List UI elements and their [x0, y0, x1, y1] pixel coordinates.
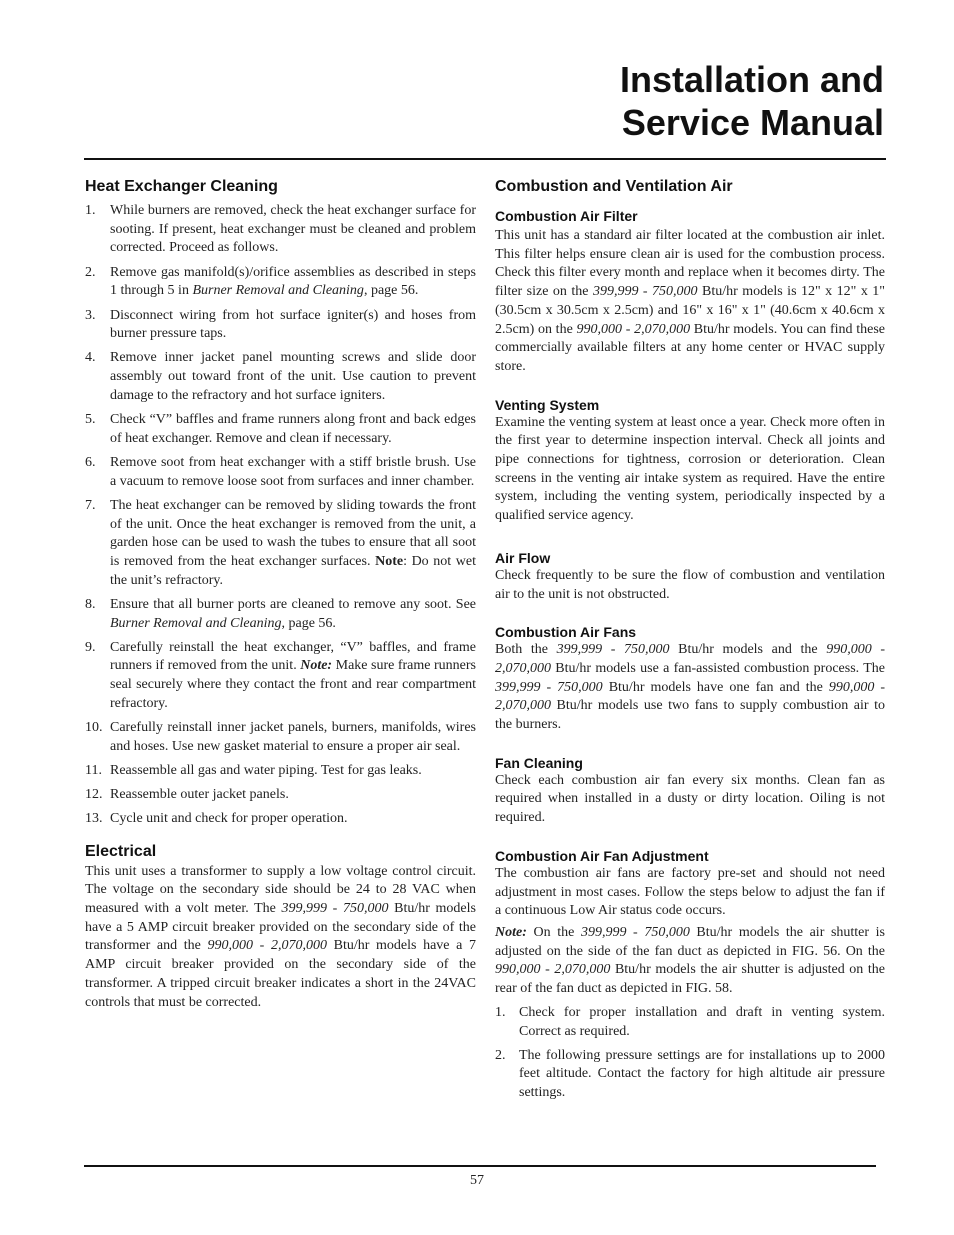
list-item: 2. The following pressure settings are for installations up to 2000 feet altitude. Contact the factory for high altitude air pressure settings.	[495, 1047, 885, 1101]
fan-adjustment-heading: Combustion Air Fan Adjustment	[495, 847, 709, 864]
list-item: 1. While burners are removed, check the heat exchanger surface for sooting. If present, heat exchanger must be cleaned and problem corrected. Proceed as follows.	[85, 203, 476, 256]
list-item: 2. Remove gas manifold(s)/orifice assemblies as described in steps 1 through 5 in Burner Removal and Cleaning, page 56.	[85, 264, 476, 299]
fan-cleaning-heading: Fan Cleaning	[495, 754, 583, 771]
list-item: 7. The heat exchanger can be removed by sliding towards the front of the unit. Once the heat exchanger is removed from the unit, a garden hose can be used to wash the tubes to ensure that all soot is removed from the heat exchanger surfaces. Note: Do not wet the unit’s refractory.	[85, 497, 476, 588]
fan-adjustment-note: Note: On the 399,999 - 750,000 Btu/hr models the air shutter is adjusted on the side of the fan duct as depicted in FIG. 56. On the 990,000 - 2,070,000 Btu/hr models the air shutter is adjusted on the rear of the fan duct as depicted in FIG. 58.	[495, 924, 886, 997]
venting-system-text: Examine the venting system at least once a year. Check more often in the first year to determine inspection interval. Check all joints and pipe connections for tightness, corrosion or deterioration. Clean screens in the venting air intake system as required. Have the entire system, including the venting system, periodically inspected by a qualified service agency.	[495, 414, 885, 524]
air-flow-text: Check frequently to be sure the flow of combustion and ventilation air to the unit is not obstructed.	[495, 567, 885, 602]
combustion-air-filter-text: This unit has a standard air filter located at the combustion air inlet. This filter helps ensure clean air is used for the combustion process. Check this filter every month and replace when it becomes dirty. The filter size on the 399,999 - 750,000 Btu/hr models is 12" x 12" x 1" (30.5cm x 30.5cm x 2.5cm) and 16" x 16" x 1" (40.6cm x 40.6cm x 2.5cm) on the 990,000 - 2,070,000 Btu/hr models. You can find these commercially available filters at any home center or HVAC supply store.	[495, 228, 886, 374]
list-item: 1. Check for proper installation and draft in venting system. Correct as required.	[495, 1004, 885, 1039]
list-item: 6. Remove soot from heat exchanger with a stiff bristle brush. Use a vacuum to remove loose soot from surfaces and inner chamber.	[85, 454, 476, 489]
combustion-ventilation-heading: Combustion and Ventilation Air	[495, 178, 733, 195]
list-item: 3. Disconnect wiring from hot surface igniter(s) and hoses from burner pressure taps.	[85, 307, 476, 342]
page-number: 57	[470, 1173, 484, 1188]
list-item: 13. Cycle unit and check for proper operation.	[85, 811, 348, 827]
header-rule	[84, 158, 886, 160]
list-item: 4. Remove inner jacket panel mounting screws and slide door assembly out toward front of the unit. Use caution to prevent damage to the refractory and hot surface igniters.	[85, 350, 476, 403]
list-item: 10. Carefully reinstall inner jacket panels, burners, manifolds, wires and hoses. Use new gasket material to ensure a proper air seal.	[85, 720, 476, 754]
list-item: 12. Reassemble outer jacket panels.	[85, 787, 289, 803]
combustion-air-filter-heading: Combustion Air Filter	[495, 208, 638, 224]
footer-rule	[84, 1165, 876, 1167]
page-title-line-2: Service Manual	[621, 102, 884, 143]
fan-adjustment-steps	[495, 1004, 885, 1103]
list-item: 9. Carefully reinstall the heat exchanger, “V” baffles, and frame runners if removed from the unit. Note: Make sure frame runners seal securely where they contact the front and rear compartment refractory.	[85, 639, 476, 711]
heat-exchanger-heading: Heat Exchanger Cleaning	[85, 178, 278, 195]
venting-system-heading: Venting System	[495, 396, 600, 413]
heat-exchanger-steps	[85, 202, 476, 829]
electrical-text: This unit uses a transformer to supply a low voltage control circuit. The voltage on the secondary side should be 24 to 28 VAC when measured with a volt meter. The 399,999 - 750,000 Btu/hr models have a 5 AMP circuit breaker provided on the secondary side of the transformer and the 990,000 - 2,070,000 Btu/hr models have a 7 AMP circuit breaker provided on the secondary side of the transformer. A tripped circuit breaker indicates a short in the 24VAC controls that must be corrected.	[85, 863, 476, 1010]
page-title-line-1: Installation and	[619, 59, 884, 100]
fan-adjustment-intro: The combustion air fans are factory pre-set and should not need adjustment in most cases. Follow the steps below to adjust the fan if a continuous Low Air status code occurs.	[495, 865, 885, 919]
air-flow-heading: Air Flow	[495, 549, 551, 566]
combustion-air-fans-text: Both the 399,999 - 750,000 Btu/hr models and the 990,000 - 2,070,000 Btu/hr models use a fan-assisted combustion process. The 399,999 - 750,000 Btu/hr models have one fan and the 990,000 - 2,070,000 Btu/hr models use two fans to supply combustion air to the burners.	[495, 642, 885, 733]
right-column	[495, 176, 885, 1108]
list-item: 11. Reassemble all gas and water piping. Test for gas leaks.	[85, 762, 422, 778]
list-item: 5. Check “V” baffles and frame runners along front and back edges of heat exchanger. Remove and clean if necessary.	[85, 412, 476, 446]
combustion-air-fans-heading: Combustion Air Fans	[495, 624, 637, 641]
page-title	[620, 58, 884, 144]
fan-cleaning-text: Check each combustion air fan every six months. Clean fan as required when installed in a dusty or dirty location. Oiling is not required.	[495, 772, 885, 826]
list-item: 8. Ensure that all burner ports are cleaned to remove any soot. See Burner Removal and Cleaning, page 56.	[85, 596, 476, 631]
left-column	[85, 176, 476, 1012]
electrical-heading: Electrical	[85, 842, 157, 860]
